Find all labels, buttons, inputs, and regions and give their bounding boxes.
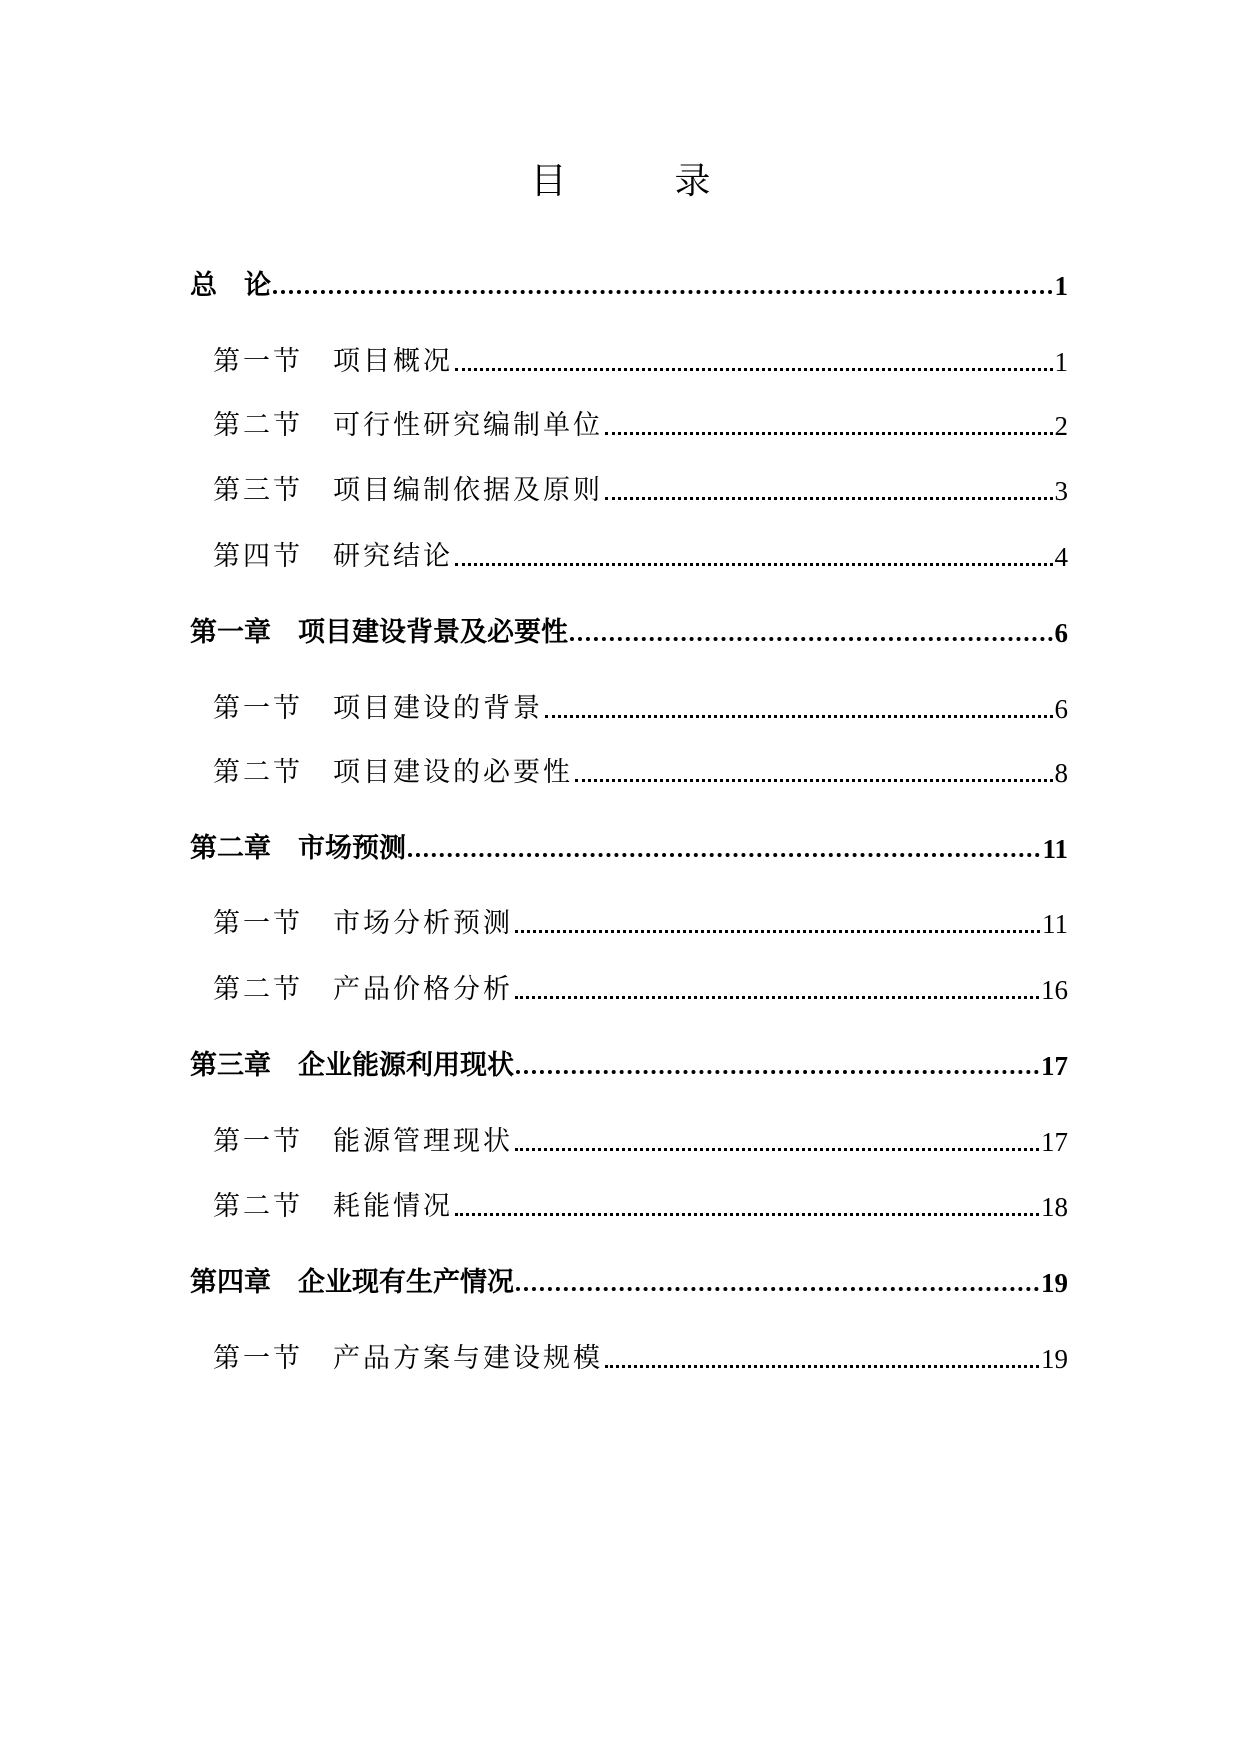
toc-section-entry[interactable] bbox=[190, 1118, 1068, 1158]
toc-entry-label: 第二节 耗能情况 bbox=[213, 1191, 453, 1222]
toc-entry-label: 第一章 项目建设背景及必要性 bbox=[190, 617, 568, 648]
toc-section-entry[interactable] bbox=[190, 966, 1068, 1006]
toc-page-number: 19 bbox=[1041, 1268, 1068, 1298]
toc-entry-label: 第二节 产品价格分析 bbox=[213, 974, 513, 1005]
toc-dot-leader bbox=[408, 853, 1040, 857]
toc-section-entry[interactable] bbox=[190, 402, 1068, 442]
toc-entry-label: 总 论 bbox=[190, 270, 271, 301]
toc-page-number: 8 bbox=[1054, 758, 1068, 788]
toc-page-number: 17 bbox=[1041, 1127, 1068, 1157]
toc-page-number: 11 bbox=[1042, 909, 1068, 939]
toc-page-number: 11 bbox=[1042, 834, 1068, 864]
toc-dot-leader bbox=[455, 1213, 1039, 1216]
toc-dot-leader bbox=[515, 996, 1039, 999]
toc-dot-leader bbox=[516, 1070, 1039, 1074]
toc-chapter-entry[interactable] bbox=[190, 825, 1068, 865]
toc-dot-leader bbox=[545, 715, 1053, 718]
toc-dot-leader bbox=[515, 1148, 1039, 1151]
toc-section-entry[interactable] bbox=[190, 1183, 1068, 1223]
page-title: 目 录 bbox=[530, 161, 747, 202]
toc-entry-label: 第一节 市场分析预测 bbox=[213, 908, 513, 939]
toc-dot-leader bbox=[516, 1287, 1039, 1291]
toc-entry-label: 第二章 市场预测 bbox=[190, 833, 406, 864]
toc-dot-leader bbox=[570, 637, 1053, 641]
toc-chapter-entry[interactable] bbox=[190, 609, 1068, 649]
toc-page-number: 18 bbox=[1041, 1192, 1068, 1222]
toc-page-number: 4 bbox=[1054, 542, 1068, 572]
toc-dot-leader bbox=[273, 290, 1053, 294]
toc-page-number: 2 bbox=[1054, 411, 1068, 441]
toc-section-entry[interactable] bbox=[190, 338, 1068, 378]
toc-dot-leader bbox=[605, 497, 1053, 500]
toc-page-number: 3 bbox=[1054, 476, 1068, 506]
toc-entry-label: 第一节 产品方案与建设规模 bbox=[213, 1343, 603, 1374]
toc-page-number: 1 bbox=[1054, 271, 1068, 301]
toc-entry-label: 第一节 项目概况 bbox=[213, 346, 453, 377]
toc-entry-label: 第二节 可行性研究编制单位 bbox=[213, 410, 603, 441]
toc-section-entry[interactable] bbox=[190, 467, 1068, 507]
toc-section-entry[interactable] bbox=[190, 685, 1068, 725]
toc-page-number: 17 bbox=[1041, 1051, 1068, 1081]
toc-entry-label: 第一节 能源管理现状 bbox=[213, 1126, 513, 1157]
toc-page-number: 6 bbox=[1054, 618, 1068, 648]
toc-dot-leader bbox=[455, 563, 1053, 566]
toc-section-entry[interactable] bbox=[190, 749, 1068, 789]
toc-dot-leader bbox=[515, 930, 1040, 933]
toc-chapter-entry[interactable] bbox=[190, 1259, 1068, 1299]
toc-page-number: 1 bbox=[1054, 347, 1068, 377]
toc-dot-leader bbox=[575, 779, 1053, 782]
toc-page-number: 6 bbox=[1054, 694, 1068, 724]
toc-page-number: 16 bbox=[1041, 975, 1068, 1005]
toc-entry-label: 第四章 企业现有生产情况 bbox=[190, 1267, 514, 1298]
toc-dot-leader bbox=[605, 1365, 1039, 1368]
toc-dot-leader bbox=[605, 432, 1053, 435]
toc-chapter-entry[interactable] bbox=[190, 1042, 1068, 1082]
toc-entry-label: 第二节 项目建设的必要性 bbox=[213, 757, 573, 788]
toc-section-entry[interactable] bbox=[190, 533, 1068, 573]
toc-entry-label: 第三章 企业能源利用现状 bbox=[190, 1050, 514, 1081]
toc-entry-label: 第一节 项目建设的背景 bbox=[213, 693, 543, 724]
toc-entry-label: 第三节 项目编制依据及原则 bbox=[213, 475, 603, 506]
toc-entry-label: 第四节 研究结论 bbox=[213, 541, 453, 572]
toc-chapter-entry[interactable] bbox=[190, 262, 1068, 302]
toc-page-number: 19 bbox=[1041, 1344, 1068, 1374]
toc-section-entry[interactable] bbox=[190, 900, 1068, 940]
toc-section-entry[interactable] bbox=[190, 1335, 1068, 1375]
toc-dot-leader bbox=[455, 368, 1053, 371]
